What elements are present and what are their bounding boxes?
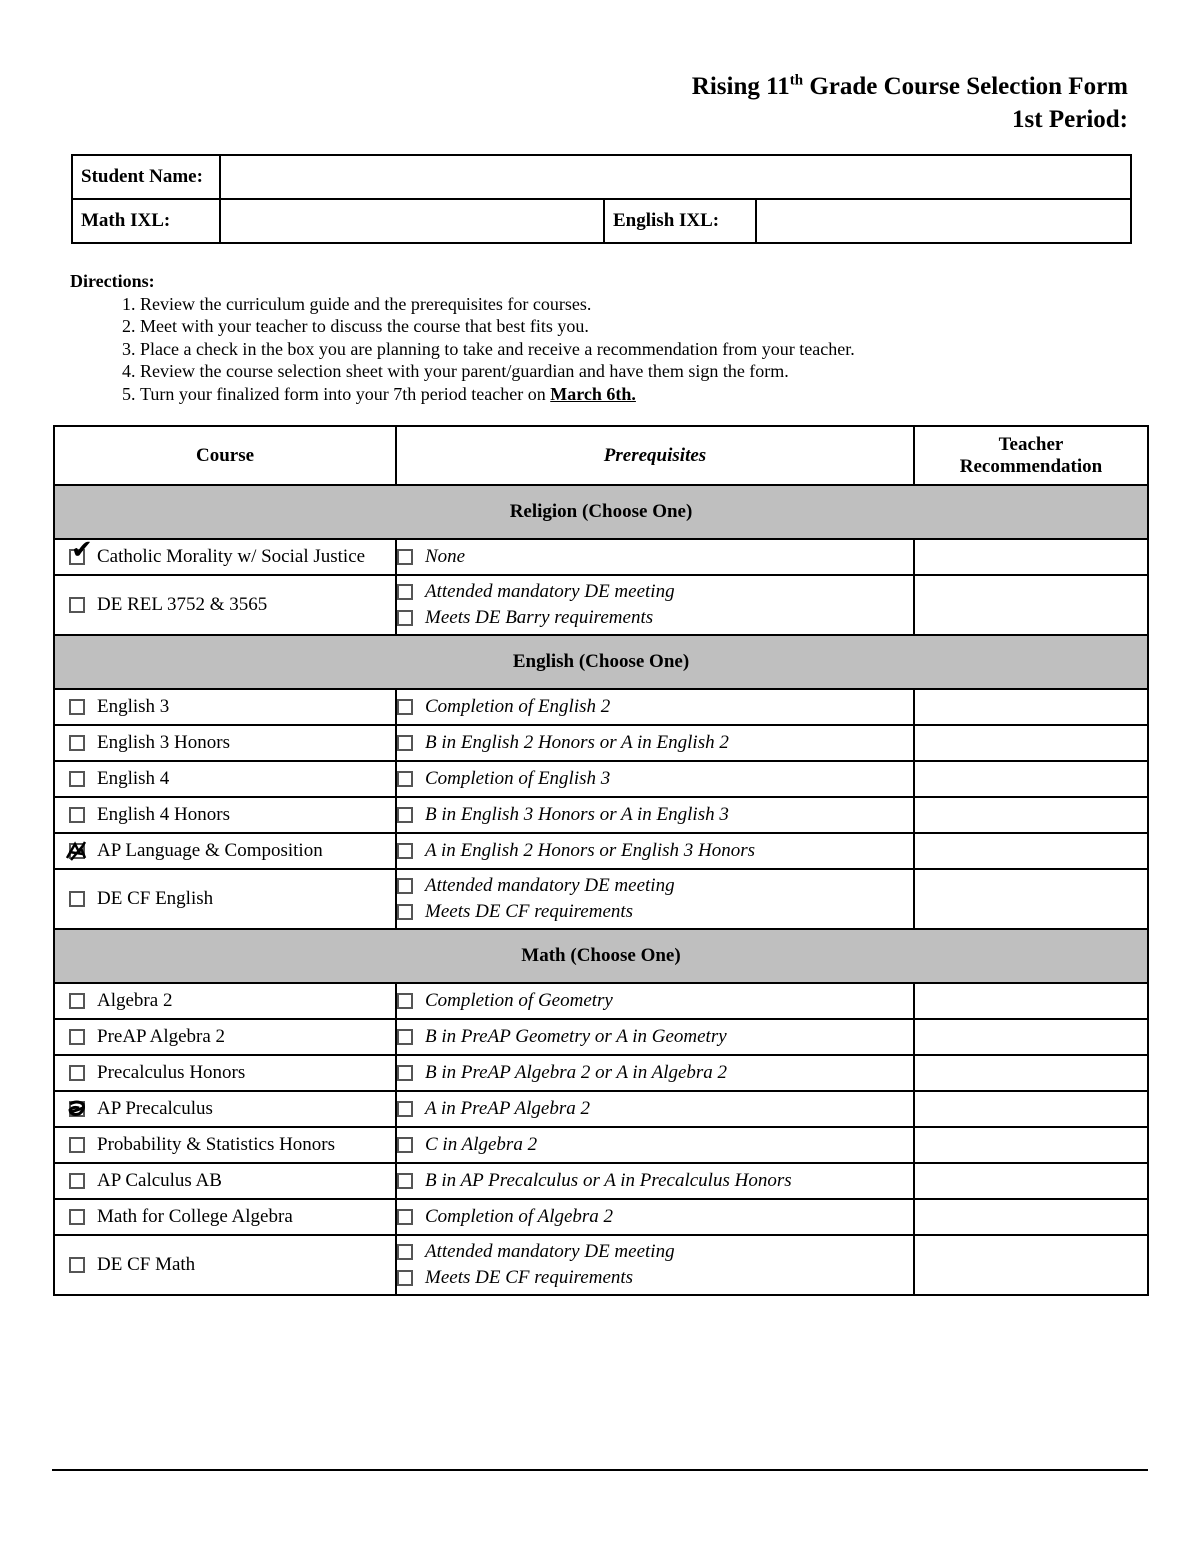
math-ixl-field[interactable] — [220, 199, 604, 243]
teacher-recommendation-cell[interactable] — [914, 1091, 1148, 1127]
directions-heading: Directions: — [70, 271, 155, 291]
course-name: Math for College Algebra — [97, 1206, 293, 1227]
direction-step: 1. Review the curriculum guide and the prerequisites for courses. — [140, 293, 855, 316]
prereq-checkbox[interactable] — [397, 843, 413, 859]
direction-step: 2. Meet with your teacher to discuss the course that best fits you. — [140, 315, 855, 338]
period-label: 1st Period: — [1012, 106, 1128, 133]
section-religion: Religion (Choose One) — [54, 485, 1148, 539]
prereq-column-header: Prerequisites — [396, 426, 914, 485]
prereq-checkbox[interactable] — [397, 699, 413, 715]
teacher-recommendation-cell[interactable] — [914, 869, 1148, 929]
direction-step: 3. Place a check in the box you are planning to take and receive a recommendation from your teacher. — [140, 338, 855, 361]
prereq-checkbox[interactable] — [397, 1137, 413, 1153]
form-title: Rising 11th Grade Course Selection Form — [691, 72, 1128, 100]
course-checkbox[interactable] — [69, 597, 85, 613]
prereq-checkbox[interactable] — [397, 1209, 413, 1225]
table-row — [54, 983, 1148, 1019]
table-row — [54, 797, 1148, 833]
course-checkbox[interactable] — [69, 1209, 85, 1225]
course-name: Algebra 2 — [97, 990, 173, 1011]
teacher-recommendation-cell[interactable] — [914, 689, 1148, 725]
due-date: March 6th. — [550, 383, 636, 404]
course-column-header: Course — [54, 426, 396, 485]
prereq-text: Meets DE CF requirements — [425, 1267, 634, 1288]
course-checkbox[interactable] — [69, 891, 85, 907]
course-checkbox[interactable] — [69, 1101, 85, 1117]
teacher-recommendation-cell[interactable] — [914, 833, 1148, 869]
prereq-text: Attended mandatory DE meeting — [425, 1241, 675, 1262]
table-row — [54, 833, 1148, 869]
course-name: DE REL 3752 & 3565 — [97, 594, 268, 615]
student-name-label: Student Name: — [72, 155, 220, 199]
course-checkbox[interactable] — [69, 699, 85, 715]
course-name: DE CF Math — [97, 1254, 196, 1275]
prereq-checkbox[interactable] — [397, 735, 413, 751]
teacher-recommendation-cell[interactable] — [914, 725, 1148, 761]
english-ixl-label: English IXL: — [604, 199, 756, 243]
course-checkbox[interactable] — [69, 993, 85, 1009]
prereq-checkbox[interactable] — [397, 807, 413, 823]
course-name: English 3 Honors — [97, 732, 230, 753]
prereq-checkbox[interactable] — [397, 904, 413, 920]
course-name: AP Language & Composition — [97, 840, 323, 861]
footer-divider — [52, 1469, 1148, 1471]
teacher-column-header: Teacher Recommendation — [914, 426, 1148, 485]
checkmark-icon: ✔ — [71, 535, 93, 565]
prereq-text: Attended mandatory DE meeting — [425, 581, 675, 602]
prereq-checkbox[interactable] — [397, 1270, 413, 1286]
course-name: AP Precalculus — [97, 1098, 213, 1119]
teacher-recommendation-cell[interactable] — [914, 575, 1148, 635]
prereq-text: Meets DE CF requirements — [425, 901, 634, 922]
directions — [70, 270, 855, 406]
course-checkbox[interactable] — [69, 843, 85, 859]
direction-step: 4. Review the course selection sheet with your parent/guardian and have them sign the form. — [140, 360, 855, 383]
section-english: English (Choose One) — [54, 635, 1148, 689]
teacher-recommendation-cell[interactable] — [914, 1127, 1148, 1163]
course-checkbox[interactable] — [69, 1137, 85, 1153]
teacher-recommendation-cell[interactable] — [914, 761, 1148, 797]
course-name: Catholic Morality w/ Social Justice — [97, 546, 366, 567]
table-row — [54, 725, 1148, 761]
prereq-checkbox[interactable] — [397, 993, 413, 1009]
course-table — [53, 425, 1149, 1296]
course-name: PreAP Algebra 2 — [97, 1026, 226, 1047]
form-header — [692, 70, 1128, 136]
table-row — [54, 1163, 1148, 1199]
prereq-text: Attended mandatory DE meeting — [425, 875, 675, 896]
course-name: DE CF English — [97, 888, 214, 909]
teacher-recommendation-cell[interactable] — [914, 1019, 1148, 1055]
teacher-recommendation-cell[interactable] — [914, 539, 1148, 575]
teacher-recommendation-cell[interactable] — [914, 797, 1148, 833]
table-row — [54, 1019, 1148, 1055]
prereq-text: Completion of Algebra 2 — [425, 1206, 614, 1227]
prereq-checkbox[interactable] — [397, 771, 413, 787]
prereq-text: None — [425, 546, 466, 567]
prereq-text: Completion of Geometry — [425, 990, 613, 1011]
prereq-text: Meets DE Barry requirements — [425, 607, 654, 628]
table-row — [54, 1235, 1148, 1295]
table-row — [54, 1091, 1148, 1127]
prereq-text: B in AP Precalculus or A in Precalculus Honors — [425, 1170, 792, 1191]
student-name-field[interactable] — [220, 155, 1131, 199]
teacher-recommendation-cell[interactable] — [914, 1199, 1148, 1235]
course-checkbox[interactable] — [69, 1257, 85, 1273]
prereq-text: C in Algebra 2 — [425, 1134, 538, 1155]
table-row — [54, 1127, 1148, 1163]
prereq-checkbox[interactable] — [397, 1029, 413, 1045]
table-row — [54, 1199, 1148, 1235]
scribble-mark-icon — [65, 840, 89, 862]
prereq-text: Completion of English 2 — [425, 696, 611, 717]
course-name: Precalculus Honors — [97, 1062, 246, 1083]
prereq-text: B in PreAP Algebra 2 or A in Algebra 2 — [425, 1062, 728, 1083]
directions-list — [70, 293, 855, 406]
table-row — [54, 869, 1148, 929]
course-name: English 4 Honors — [97, 804, 230, 825]
table-row — [54, 689, 1148, 725]
prereq-text: B in PreAP Geometry or A in Geometry — [425, 1026, 727, 1047]
prereq-text: B in English 2 Honors or A in English 2 — [425, 732, 729, 753]
course-checkbox[interactable] — [69, 771, 85, 787]
table-row — [54, 539, 1148, 575]
prereq-checkbox[interactable] — [397, 610, 413, 626]
teacher-recommendation-cell[interactable] — [914, 1235, 1148, 1295]
course-checkbox[interactable] — [69, 807, 85, 823]
course-checkbox[interactable] — [69, 735, 85, 751]
prereq-text: A in English 2 Honors or English 3 Honors — [425, 840, 756, 861]
prereq-text: B in English 3 Honors or A in English 3 — [425, 804, 729, 825]
table-row — [54, 761, 1148, 797]
prereq-checkbox[interactable] — [397, 549, 413, 565]
student-info-table — [71, 154, 1132, 244]
table-row — [54, 1055, 1148, 1091]
prereq-checkbox[interactable] — [397, 1244, 413, 1260]
teacher-recommendation-cell[interactable] — [914, 983, 1148, 1019]
math-ixl-label: Math IXL: — [72, 199, 220, 243]
prereq-checkbox[interactable] — [397, 878, 413, 894]
course-name: English 3 — [97, 696, 170, 717]
course-name: English 4 — [97, 768, 170, 789]
prereq-text: A in PreAP Algebra 2 — [425, 1098, 591, 1119]
direction-step: 5. Turn your finalized form into your 7th period teacher on March 6th. — [140, 383, 855, 406]
teacher-recommendation-cell[interactable] — [914, 1055, 1148, 1091]
prereq-text: Completion of English 3 — [425, 768, 611, 789]
prereq-checkbox[interactable] — [397, 1065, 413, 1081]
course-checkbox[interactable] — [69, 535, 93, 565]
scribble-mark-icon — [65, 1098, 89, 1120]
section-math: Math (Choose One) — [54, 929, 1148, 983]
course-checkbox[interactable] — [69, 1173, 85, 1189]
teacher-recommendation-cell[interactable] — [914, 1163, 1148, 1199]
english-ixl-field[interactable] — [756, 199, 1131, 243]
course-checkbox[interactable] — [69, 1029, 85, 1045]
prereq-checkbox[interactable] — [397, 1101, 413, 1117]
course-name: Probability & Statistics Honors — [97, 1134, 336, 1155]
course-checkbox[interactable] — [69, 1065, 85, 1081]
prereq-checkbox[interactable] — [397, 584, 413, 600]
prereq-checkbox[interactable] — [397, 1173, 413, 1189]
course-name: AP Calculus AB — [97, 1170, 222, 1191]
table-row — [54, 575, 1148, 635]
